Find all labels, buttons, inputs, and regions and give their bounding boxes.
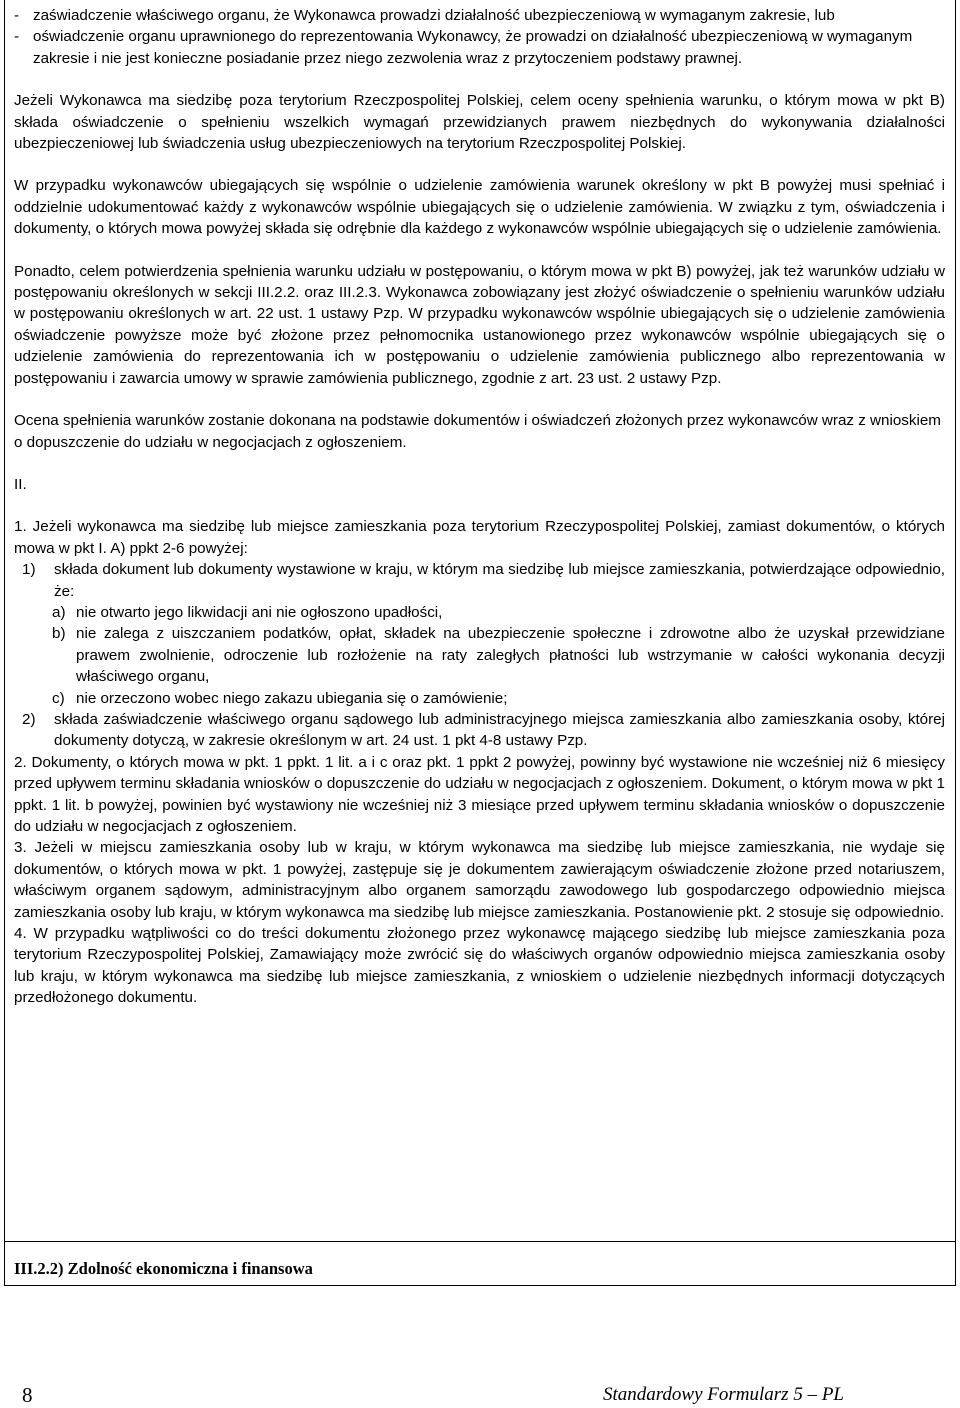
bullet-item [14,26,945,69]
numbered-item: 3. Jeżeli w miejscu zamieszkania osoby lub w kraju, w którym wykonawca ma siedzibę lub miejsce zamieszkania, nie wydaje się dokumentów, o których mowa w pkt. 1 powyżej, zastępuje się je dokumentem zawierającym oświadczenie złożone przed notariuszem, właściwym organem sądowym, administracyjnym albo organem samorządu zawodowego lub gospodarczego odpowiednio miejsca zamieszkania osoby lub kraju, w którym wykonawca ma siedzibę lub miejsce zamieszkania. Postanowienie pkt. 2 stosuje się odpowiednio. [14,839,945,921]
letter-marker: b) [52,625,66,643]
numbered-item: 2. Dokumenty, o których mowa w pkt. 1 ppkt. 1 lit. a i c oraz pkt. 1 ppkt 2 powyżej, powinny być wystawione nie wcześniej niż 6 miesięcy przed upływem terminu składania wniosków o dopuszczenie do udziału w negocjacjach z ogłoszeniem. Dokument, o którym mowa w pkt 1 ppkt. 1 lit. b powyżej, powinien być wystawiony nie wcześniej niż 3 miesiące przed upływem terminu składania wniosków o dopuszczenie do udziału w negocjacjach z ogłoszeniem. [14,753,945,835]
document-body [14,5,945,1009]
page-number: 8 [22,1383,33,1407]
sub-item-marker: 1) [22,561,36,579]
sub-item-text: składa dokument lub dokumenty wystawione w kraju, w którym ma siedzibę lub miejsce zamieszkania, potwierdzające odpowiednio, że: [54,561,945,600]
dash-marker: - [14,7,20,24]
letter-marker: c) [52,689,65,707]
letter-text: nie otwarto jego likwidacji ani nie ogłoszono upadłości, [76,603,443,621]
sub-item [14,559,945,602]
section-heading-box [4,1241,956,1285]
sub-item-text: składa zaświadczenie właściwego organu sądowego lub administracyjnego miejsca zamieszkania albo zamieszkania osoby, której dokumenty dotyczą, w zakresie określonym w art. 24 ust. 1 pkt 4-8 ustawy Pzp. [54,710,945,750]
paragraph: Ocena spełnienia warunków zostanie dokonana na podstawie dokumentów i oświadczeń złożonych przez wykonawców wraz z wnioskiem o dopuszczenie do udziału w negocjacjach z ogłoszeniem. [14,412,941,451]
sub-item [14,709,945,752]
bullet-item [14,5,945,26]
paragraph: W przypadku wykonawców ubiegających się wspólnie o udzielenie zamówienia warunek określony w pkt B powyżej musi spełniać i oddzielnie udokumentować każdy z wykonawców wspólnie ubiegających się o udzielenie zamówienia. W związku z tym, oświadczenia i dokumenty, o których mowa powyżej składa się odrębnie dla każdego z wykonawców wspólnie ubiegających się o udzielenie zamówienia. [14,177,945,238]
letter-text: nie zalega z uiszczaniem podatków, opłat, składek na ubezpieczenie społeczne i zdrowotne albo że uzyskał przewidziane prawem zwolnienie, odroczenie lub rozłożenie na raty zaległych płatności lub wstrzymanie w całości wykonania decyzji właściwego organu, [76,625,945,686]
letter-item [14,623,945,687]
numbered-item: 4. W przypadku wątpliwości co do treści dokumentu złożonego przez wykonawcę mającego siedzibę lub miejsce zamieszkania poza terytorium Rzeczypospolitej Polskiej, Zamawiający może zwrócić się do właściwych organów odpowiednio miejsca zamieszkania osoby lub kraju, w którym wykonawca ma siedzibę lub miejsce zamieszkania, z wnioskiem o udzielenie niezbędnych informacji dotyczących przedłożonego dokumentu. [14,925,945,1007]
letter-item [14,602,945,623]
letter-item [14,688,945,709]
dash-marker: - [14,28,20,46]
section-heading: III.2.2) Zdolność ekonomiczna i finansowa [14,1259,313,1278]
paragraph: Ponadto, celem potwierdzenia spełnienia warunku udziału w postępowaniu, o którym mowa w pkt B) powyżej, jak też warunków udziału w postępowaniu określonych w sekcji III.2.2. oraz III.2.3. Wykonawca zobowiązany jest złożyć oświadczenie o spełnieniu warunków udziału w postępowaniu określonych w art. 22 ust. 1 ustawy Pzp. W przypadku wykonawców wspólnie ubiegających się o udzielenie zamówienia oświadczenie powyższe może być złożone przez pełnomocnika ustanowionego przez wykonawców wspólnie ubiegających się o udzielenie zamówienia do reprezentowania ich w postępowaniu o udzielenie zamówienia publicznego albo reprezentowania w postępowaniu i zawarcia umowy w sprawie zamówienia publicznego, zgodnie z art. 23 ust. 2 ustawy Pzp. [14,262,945,387]
sub-item-marker: 2) [22,710,36,728]
bullet-text: zaświadczenie właściwego organu, że Wykonawca prowadzi działalność ubezpieczeniową w wymaganym zakresie, lub [33,7,835,24]
letter-marker: a) [52,603,66,621]
numbered-item: 1. Jeżeli wykonawca ma siedzibę lub miejsce zamieszkania poza terytorium Rzeczypospolitej Polskiej, zamiast dokumentów, o których mowa w pkt I. A) ppkt 2-6 powyżej: [14,518,945,557]
bullet-text: oświadczenie organu uprawnionego do reprezentowania Wykonawcy, że prowadzi on działalność ubezpieczeniową w wymaganym zakresie i nie jest konieczne posiadanie przez niego zezwolenia wraz z przytoczeniem podstawy prawnej. [33,28,913,67]
section-roman-numeral: II. [14,475,27,493]
paragraph: Jeżeli Wykonawca ma siedzibę poza terytorium Rzeczpospolitej Polskiej, celem oceny spełnienia warunku, o którym mowa w pkt B) składa oświadczenie o spełnieniu wszelkich wymagań przewidzianych prawem niezbędnych do wykonywania działalności ubezpieczeniowej lub świadczenia usług ubezpieczeniowych na terytorium Rzeczpospolitej Polskiej. [14,92,945,153]
letter-text: nie orzeczono wobec niego zakazu ubiegania się o zamówienie; [76,689,508,707]
form-name: Standardowy Formularz 5 – PL [602,1384,844,1405]
